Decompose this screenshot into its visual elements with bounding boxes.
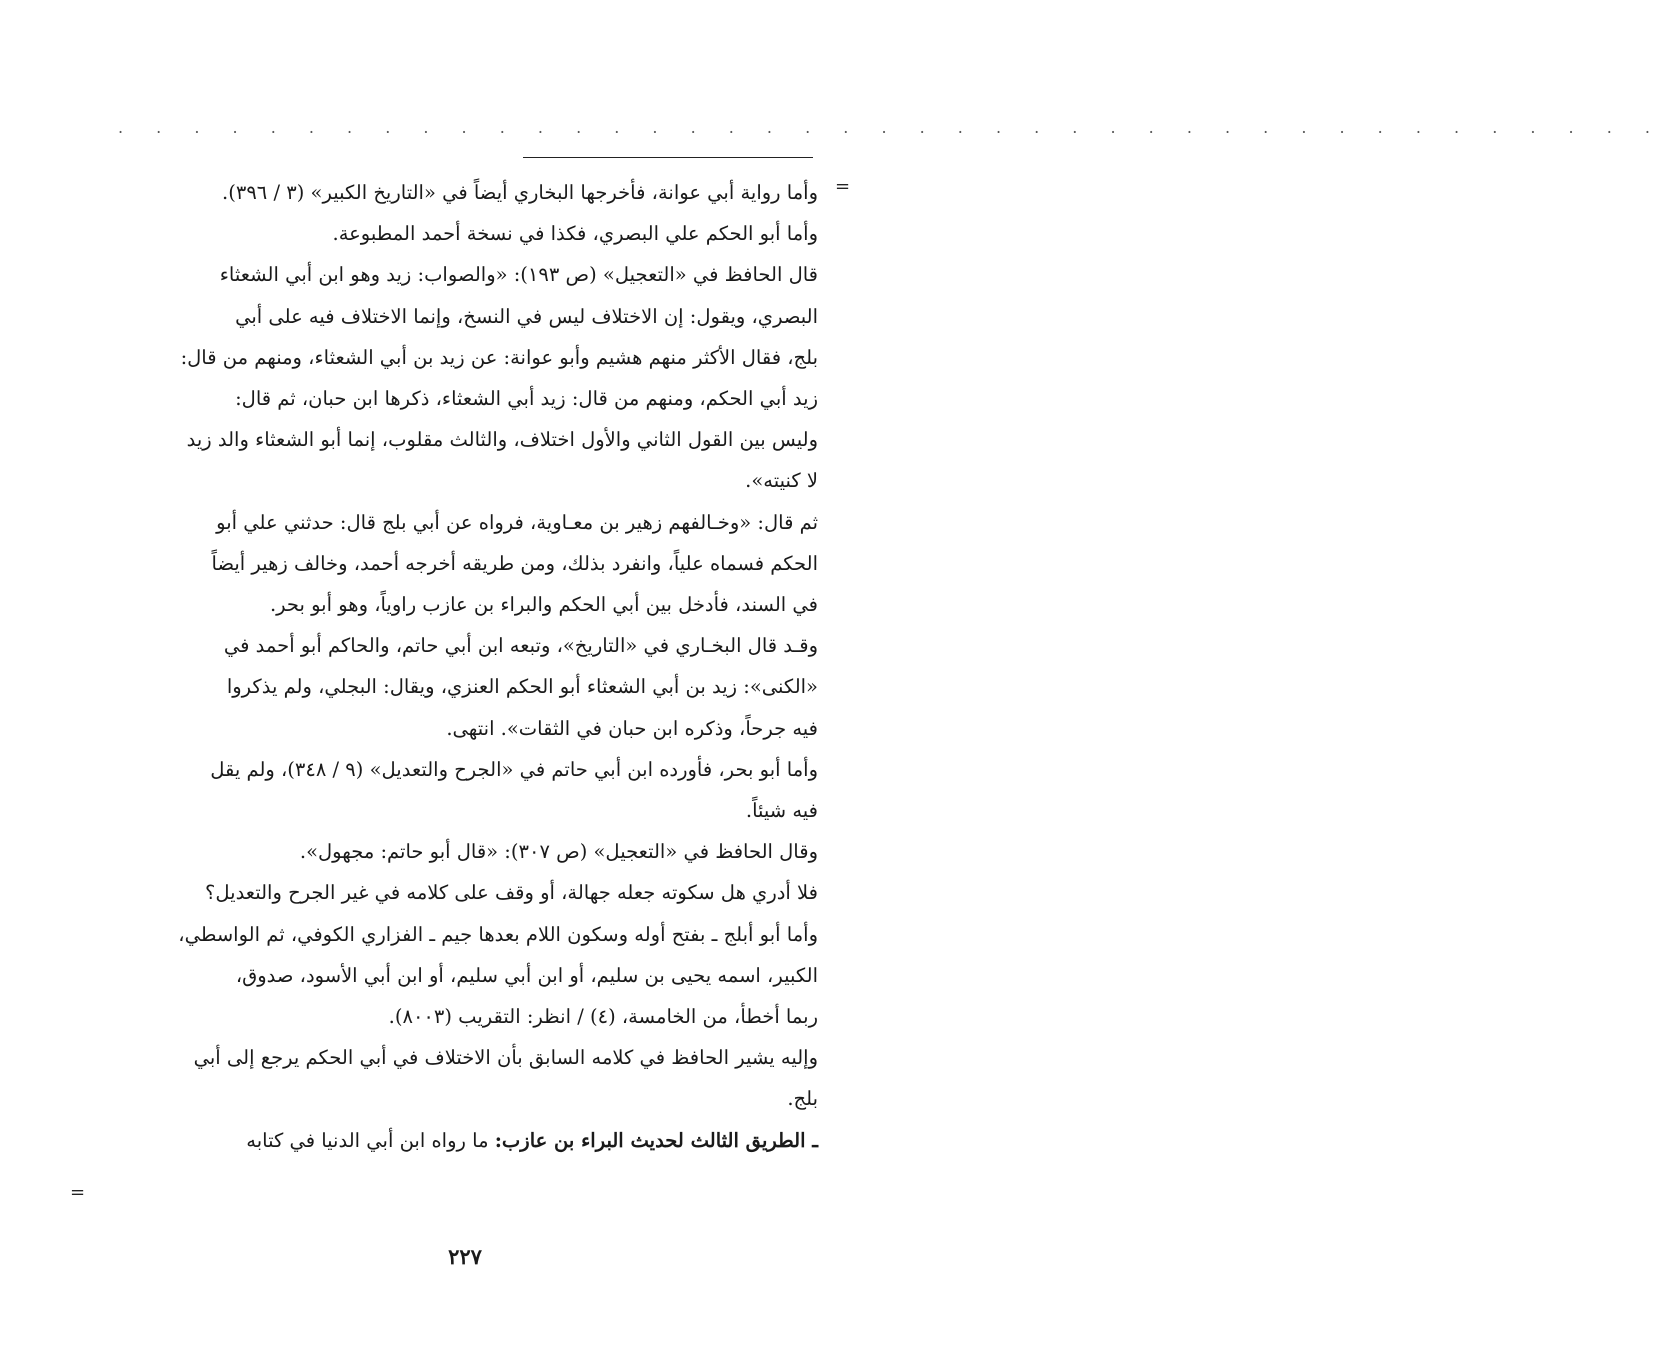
text-line: ربما أخطأ، من الخامسة، (٤) / انظر: التقريب (٨٠٠٣). (388, 1005, 818, 1029)
text-line: في السند، فأدخل بين أبي الحكم والبراء بن عازب راوياً، وهو أبو بحر. (269, 593, 818, 617)
text-line: «الكنى»: زيد بن أبي الشعثاء أبو الحكم العنزي، ويقال: البجلي، ولم يذكروا (226, 675, 818, 699)
continuation-mark-bottom: = (70, 1182, 86, 1203)
text-line: وأما رواية أبي عوانة، فأخرجها البخاري أيضاً في «التاريخ الكبير» (٣ / ٣٩٦). (222, 181, 818, 204)
footnote-rule (523, 157, 813, 158)
text-line: لا كنيته». (745, 469, 818, 493)
continuation-mark-top: = (835, 176, 851, 197)
text-line: قال الحافظ في «التعجيل» (ص ١٩٣): «والصواب: زيد وهو ابن أبي الشعثاء (219, 263, 818, 287)
text-line: زيد أبي الحكم، ومنهم من قال: زيد أبي الشعثاء، ذكرها ابن حبان، ثم قال: (235, 387, 818, 411)
page-number: ٢٢٧ (448, 1244, 482, 1269)
section-heading: ـ الطريق الثالث لحديث البراء بن عازب: (494, 1128, 818, 1152)
text-line: فيه شيئاً. (745, 799, 818, 823)
section-heading-line (104, 1120, 818, 1161)
text-line: بلج، فقال الأكثر منهم هشيم وأبو عوانة: عن زيد بن أبي الشعثاء، ومنهم من قال: (180, 345, 818, 369)
text-line: الحكم فسماه علياً، وانفرد بذلك، ومن طريقه أخرجه أحمد، وخالف زهير أيضاً (211, 551, 818, 575)
text-line: وقال الحافظ في «التعجيل» (ص ٣٠٧): «قال أبو حاتم: مجهول». (299, 840, 818, 864)
text-line: وليس بين القول الثاني والأول اختلاف، والثالث مقلوب، إنما أبو الشعثاء والد زيد (186, 428, 818, 452)
text-line: فيه جرحاً، وذكره ابن حبان في الثقات». انتهى. (446, 716, 818, 740)
text-line: البصري، ويقول: إن الاختلاف ليس في النسخ، وإنما الاختلاف فيه على أبي (235, 304, 818, 328)
text-line: وأما أبو أبلج ـ بفتح أوله وسكون اللام بعدها جيم ـ الفزاري الكوفي، ثم الواسطي، (178, 922, 818, 946)
text-line: ثم قال: «وخـالفهم زهير بن معـاوية، فرواه عن أبي بلج قال: حدثني علي أبو (216, 510, 818, 534)
text-line: وأما أبو بحر، فأورده ابن أبي حاتم في «الجرح والتعديل» (٩ / ٣٤٨)، ولم يقل (210, 757, 818, 781)
text-line: وأما أبو الحكم علي البصري، فكذا في نسخة أحمد المطبوعة. (332, 222, 818, 246)
text-line: فلا أدري هل سكوته جعله جهالة، أو وقف على كلامه في غير الجرح والتعديل؟ (205, 881, 818, 905)
text-line: وإليه يشير الحافظ في كلامه السابق بأن الاختلاف في أبي الحكم يرجع إلى أبي (193, 1046, 818, 1070)
text-line: وقـد قال البخـاري في «التاريخ»، وتبعه ابن أبي حاتم، والحاكم أبو أحمد في (223, 634, 818, 658)
text-line: الكبير، اسمه يحيى بن سليم، أو ابن أبي سليم، أو ابن أبي الأسود، صدوق، (235, 963, 818, 987)
section-heading-rest: ما رواه ابن أبي الدنيا في كتابه (246, 1128, 495, 1152)
footnote-text (104, 172, 818, 1161)
text-line: بلج. (787, 1087, 818, 1111)
separator-dots: . . . . . . . . . . . . . . . . . . . . . . . . . . . . . . . . . . . . . . . . . (118, 118, 1664, 137)
